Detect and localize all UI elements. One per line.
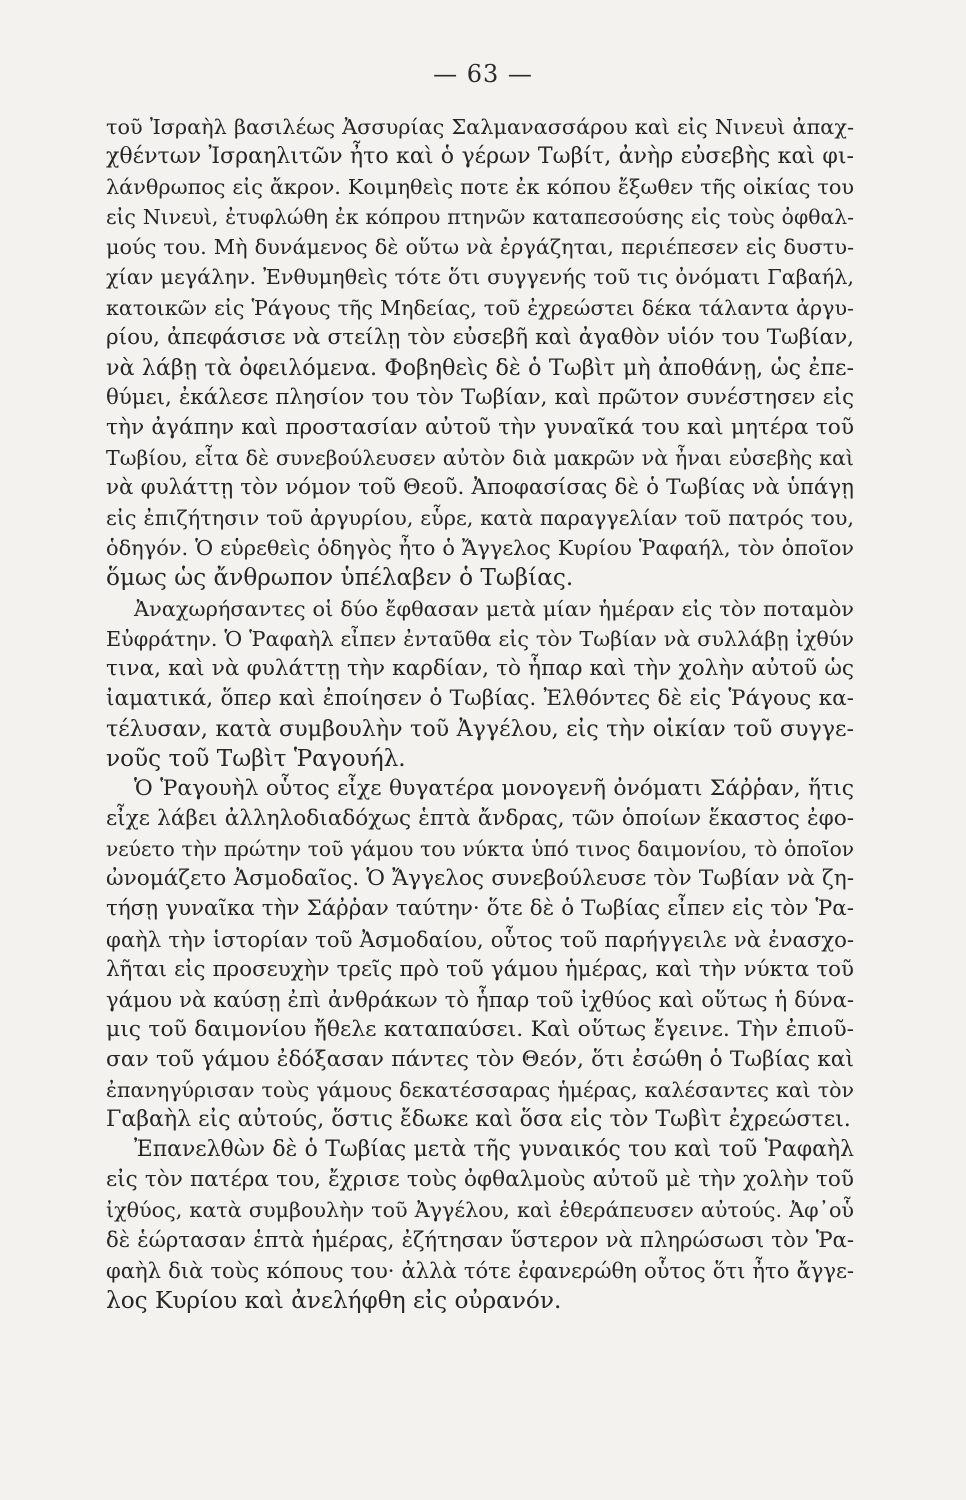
text-line: ὁδηγόν. Ὁ εὑρεθεὶς ὁδηγὸς ἦτο ὁ Ἄγγελος Κυρίου Ῥαφαήλ, τὸν ὁποῖον xyxy=(106,536,854,561)
text-line: τήσῃ γυναῖκα τὴν Σάῤῥαν ταύτην· ὅτε δὲ ὁ Τωβίας εἶπεν εἰς τὸν Ῥα- xyxy=(106,896,854,922)
paragraph-1 xyxy=(106,112,854,594)
paragraph-2 xyxy=(106,594,854,775)
text-line: ἰχθύος, κατὰ συμβουλὴν τοῦ Ἀγγέλου, καὶ ἐθεράπευσεν αὐτούς. Ἀφ᾽οὗ xyxy=(106,1198,854,1223)
text-line: Ἀναχωρήσαντες οἱ δύο ἔφθασαν μετὰ μίαν ἡμέραν εἰς τὸν ποταμὸν xyxy=(134,596,854,621)
text-line: εἶχε λάβει ἀλληλοδιαδόχως ἑπτὰ ἄνδρας, τῶν ὁποίων ἕκαστος ἐφο- xyxy=(106,806,854,832)
text-line: λάνθρωπος εἰς ἄκρον. Κοιμηθεὶς ποτε ἐκ κόπου ἔξωθεν τῆς οἰκίας του xyxy=(106,175,854,200)
text-line: σαν τοῦ γάμου ἐδόξασαν πάντες τὸν Θεόν, ὅτι ἐσώθη ὁ Τωβίας καὶ xyxy=(106,1046,854,1072)
text-line: εἰς Νινευὶ, ἐτυφλώθη ἐκ κόπρου πτηνῶν καταπεσούσης εἰς τοὺς ὀφθαλ- xyxy=(106,205,854,230)
paragraph-4 xyxy=(106,1135,854,1316)
text-line: λος Κυρίου καὶ ἀνελήφθη εἰς οὐρανόν. xyxy=(106,1286,562,1314)
text-line: ἐπανηγύρισαν τοὺς γάμους δεκατέσσαρας ἡμέρας, καλέσαντες καὶ τὸν xyxy=(106,1078,854,1102)
paragraph-3 xyxy=(106,774,854,1135)
text-line: τινα, καὶ νὰ φυλάττῃ τὴν καρδίαν, τὸ ἧπαρ καὶ τὴν χολὴν αὐτοῦ ὡς xyxy=(106,655,854,681)
text-line: εἰς τὸν πατέρα του, ἔχρισε τοὺς ὀφθαλμοὺς αὐτοῦ μὲ τὴν χολὴν τοῦ xyxy=(106,1167,854,1193)
text-line: θύμει, ἐκάλεσε πλησίον του τὸν Τωβίαν, καὶ πρῶτον συνέστησεν εἰς xyxy=(106,384,854,410)
text-line: Ὁ Ῥαγουὴλ οὗτος εἶχε θυγατέρα μονογενῆ ὀνόματι Σάῤῥαν, ἥτις xyxy=(134,776,854,802)
text-line: ὅμως ὡς ἄνθρωπον ὑπέλαβεν ὁ Τωβίας. xyxy=(106,564,574,592)
text-line: τέλυσαν, κατὰ συμβουλὴν τοῦ Ἀγγέλου, εἰς τὴν οἰκίαν τοῦ συγγε- xyxy=(106,715,854,742)
text-line: ἰαματικά, ὅπερ καὶ ἐποίησεν ὁ Τωβίας. Ἐλθόντες δὲ εἰς Ῥάγους κα- xyxy=(106,685,854,711)
text-line: κατοικῶν εἰς Ῥάγους τῆς Μηδείας, τοῦ ἐχρεώστει δέκα τάλαντα ἀργυ- xyxy=(106,295,854,320)
text-line: τοῦ Ἰσραὴλ βασιλέως Ἀσσυρίας Σαλμανασσάρου καὶ εἰς Νινευὶ ἀπαχ- xyxy=(106,115,854,139)
text-line: ρίου, ἀπεφάσισε νὰ στείλῃ τὸν εὐσεβῆ καὶ ἀγαθὸν υἱόν του Τωβίαν, xyxy=(106,324,854,350)
text-line: Εὐφράτην. Ὁ Ῥαφαὴλ εἶπεν ἐνταῦθα εἰς τὸν Τωβίαν νὰ συλλάβῃ ἰχθύν xyxy=(106,626,854,651)
text-line: τὴν ἀγάπην καὶ προστασίαν αὐτοῦ τὴν γυναῖκά του καὶ μητέρα τοῦ xyxy=(106,414,854,440)
text-line: χίαν μεγάλην. Ἐνθυμηθεὶς τότε ὅτι συγγενής τοῦ τις ὀνόματι Γαβαήλ, xyxy=(106,265,854,290)
page-number: — 63 — xyxy=(433,60,533,88)
text-line: χθέντων Ἰσραηλιτῶν ἦτο καὶ ὁ γέρων Τωβίτ, ἀνὴρ εὐσεβὴς καὶ φι- xyxy=(106,144,854,170)
text-line: νεύετο τὴν πρώτην τοῦ γάμου του νύκτα ὑπό τινος δαιμονίου, τὸ ὁποῖον xyxy=(106,837,854,862)
text-line: εἰς ἐπιζήτησιν τοῦ ἀργυρίου, εὗρε, κατὰ παραγγελίαν τοῦ πατρός του, xyxy=(106,506,854,531)
text-line: νὰ λάβῃ τὰ ὀφειλόμενα. Φοβηθεὶς δὲ ὁ Τωβὶτ μὴ ἀποθάνῃ, ὡς ἐπε- xyxy=(106,354,854,381)
text-line: Ἐπανελθὼν δὲ ὁ Τωβίας μετὰ τῆς γυναικός του καὶ τοῦ Ῥαφαὴλ xyxy=(134,1137,854,1163)
text-line: λῆται εἰς προσευχὴν τρεῖς πρὸ τοῦ γάμου ἡμέρας, καὶ τὴν νύκτα τοῦ xyxy=(106,956,854,982)
text-line: δὲ ἑώρτασαν ἑπτὰ ἡμέρας, ἐζήτησαν ὕστερον νὰ πληρώσωσι τὸν Ῥα- xyxy=(106,1227,854,1253)
text-line: μούς του. Μὴ δυνάμενος δὲ οὕτω νὰ ἐργάζηται, περιέπεσεν εἰς δυστυ- xyxy=(106,235,854,260)
text-line: Γαβαὴλ εἰς αὐτούς, ὅστις ἔδωκε καὶ ὅσα εἰς τὸν Τωβὶτ ἐχρεώστει. xyxy=(106,1107,851,1133)
text-line: νοῦς τοῦ Τωβὶτ Ῥαγουήλ. xyxy=(106,744,406,772)
text-line: γάμου νὰ καύσῃ ἐπὶ ἀνθράκων τὸ ἧπαρ τοῦ ἰχθύος καὶ οὕτως ἡ δύνα- xyxy=(106,986,854,1012)
text-line: Τωβίου, εἶτα δὲ συνεβούλευσεν αὐτὸν διὰ μακρῶν νὰ ἦναι εὐσεβὴς καὶ xyxy=(106,446,854,471)
text-line: μις τοῦ δαιμονίου ἤθελε καταπαύσει. Καὶ οὕτως ἔγεινε. Τὴν ἐπιοῦ- xyxy=(106,1016,854,1042)
text-line: φαὴλ τὴν ἱστορίαν τοῦ Ἀσμοδαίου, οὗτος τοῦ παρήγγειλε νὰ ἐνασχο- xyxy=(106,926,854,952)
text-line: νὰ φυλάττῃ τὸν νόμον τοῦ Θεοῦ. Ἀποφασίσας δὲ ὁ Τωβίας νὰ ὑπάγῃ xyxy=(106,475,854,501)
text-line: φαὴλ διὰ τοὺς κόπους του· ἀλλὰ τότε ἐφανερώθη οὗτος ὅτι ἦτο ἄγγε- xyxy=(106,1257,854,1283)
text-line: ὠνομάζετο Ἀσμοδαῖος. Ὁ Ἄγγελος συνεβούλευσε τὸν Τωβίαν νὰ ζη- xyxy=(106,866,854,892)
body-text xyxy=(106,112,854,1316)
